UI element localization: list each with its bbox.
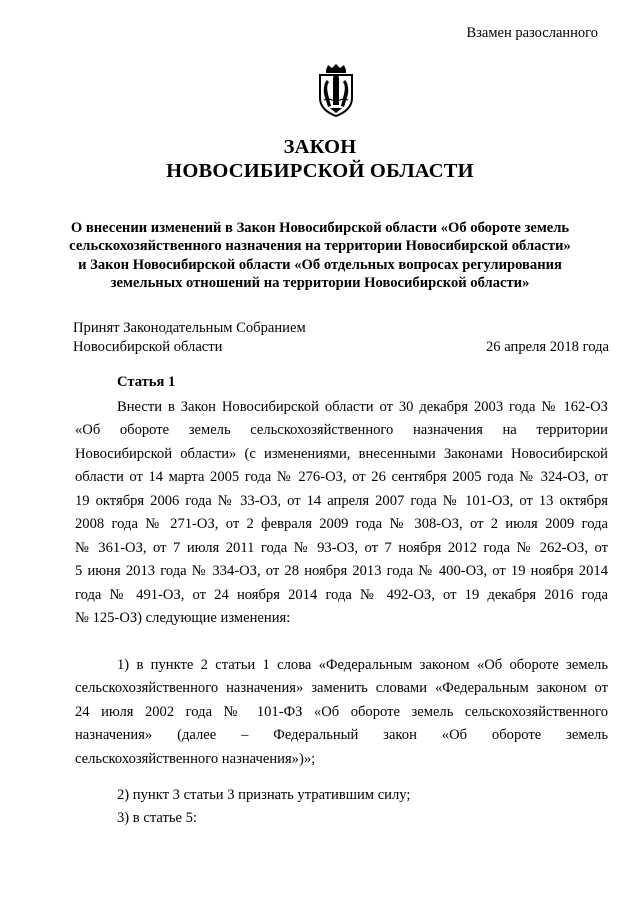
list-item [75,807,608,830]
text-line: Новосибирской области» (с изменениями, внесенными Законами Новосибирской [75,445,608,462]
list-item [75,654,608,771]
text-line: 5 июня 2013 года № 334-ОЗ, от 28 ноября 2013 года № 400-ОЗ, от 19 ноября 2014 [75,563,608,580]
replacement-note: Взамен разосланного [466,25,598,41]
text-line: 1) в пункте 2 статьи 1 слова «Федеральным законом «Об обороте земель [117,657,608,673]
subject-line: и Закон Новосибирской области «Об отдельных вопросах регулирования [78,256,562,273]
law-title: ЗАКОН [283,136,357,158]
text-line: 2) пункт 3 статьи 3 признать утратившим силу; [117,787,411,803]
list-item [75,784,608,807]
text-line: 2008 года № 271-ОЗ, от 2 февраля 2009 года № 308-ОЗ, от 2 июля 2009 года [75,516,608,533]
adoption-line: Принят Законодательным Собранием [73,320,306,336]
article-heading: Статья 1 [117,374,176,390]
subject-line: О внесении изменений в Закон Новосибирской области «Об обороте земель [70,220,570,236]
text-line: 24 июля 2002 года № 101-ФЗ «Об обороте земель сельскохозяйственного [75,703,608,720]
text-line: 19 октября 2006 года № 33-ОЗ, от 14 апреля 2007 года № 101-ОЗ, от 13 октября [75,492,608,509]
text-line: назначения» (далее – Федеральный закон «Об обороте земель [75,727,608,744]
article-paragraph [75,396,608,630]
text-line: области от 14 марта 2005 года № 276-ОЗ, от 26 сентября 2005 года № 324-ОЗ, от [75,469,608,486]
region-title: НОВОСИБИРСКОЙ ОБЛАСТИ [166,160,474,182]
text-line: «Об обороте земель сельскохозяйственного назначения на территории [75,422,608,439]
text-line: № 361-ОЗ, от 7 июля 2011 года № 93-ОЗ, от 7 ноября 2012 года № 262-ОЗ, от [75,539,608,556]
subject-line: земельных отношений на территории Новосибирской области» [110,275,530,292]
adoption-line: Новосибирской области [73,339,223,355]
adoption-body [73,319,306,357]
text-line: сельскохозяйственного назначения» заменить словами «Федеральным законом от [75,680,608,697]
adoption-date: 26 апреля 2018 года [486,339,609,355]
text-line: года № 491-ОЗ, от 24 ноября 2014 года № 492-ОЗ, от 19 декабря 2016 года [75,586,608,603]
law-subject [60,219,580,293]
text-line: сельскохозяйственного назначения»)»; [75,750,316,767]
text-line: Внести в Закон Новосибирской области от 30 декабря 2003 года № 162-ОЗ [117,399,608,415]
text-line: № 125-ОЗ) следующие изменения: [75,609,291,626]
subject-line: сельскохозяйственного назначения на территории Новосибирской области» [69,238,571,255]
text-line: 3) в статье 5: [117,810,197,826]
coat-of-arms-icon [314,64,358,118]
